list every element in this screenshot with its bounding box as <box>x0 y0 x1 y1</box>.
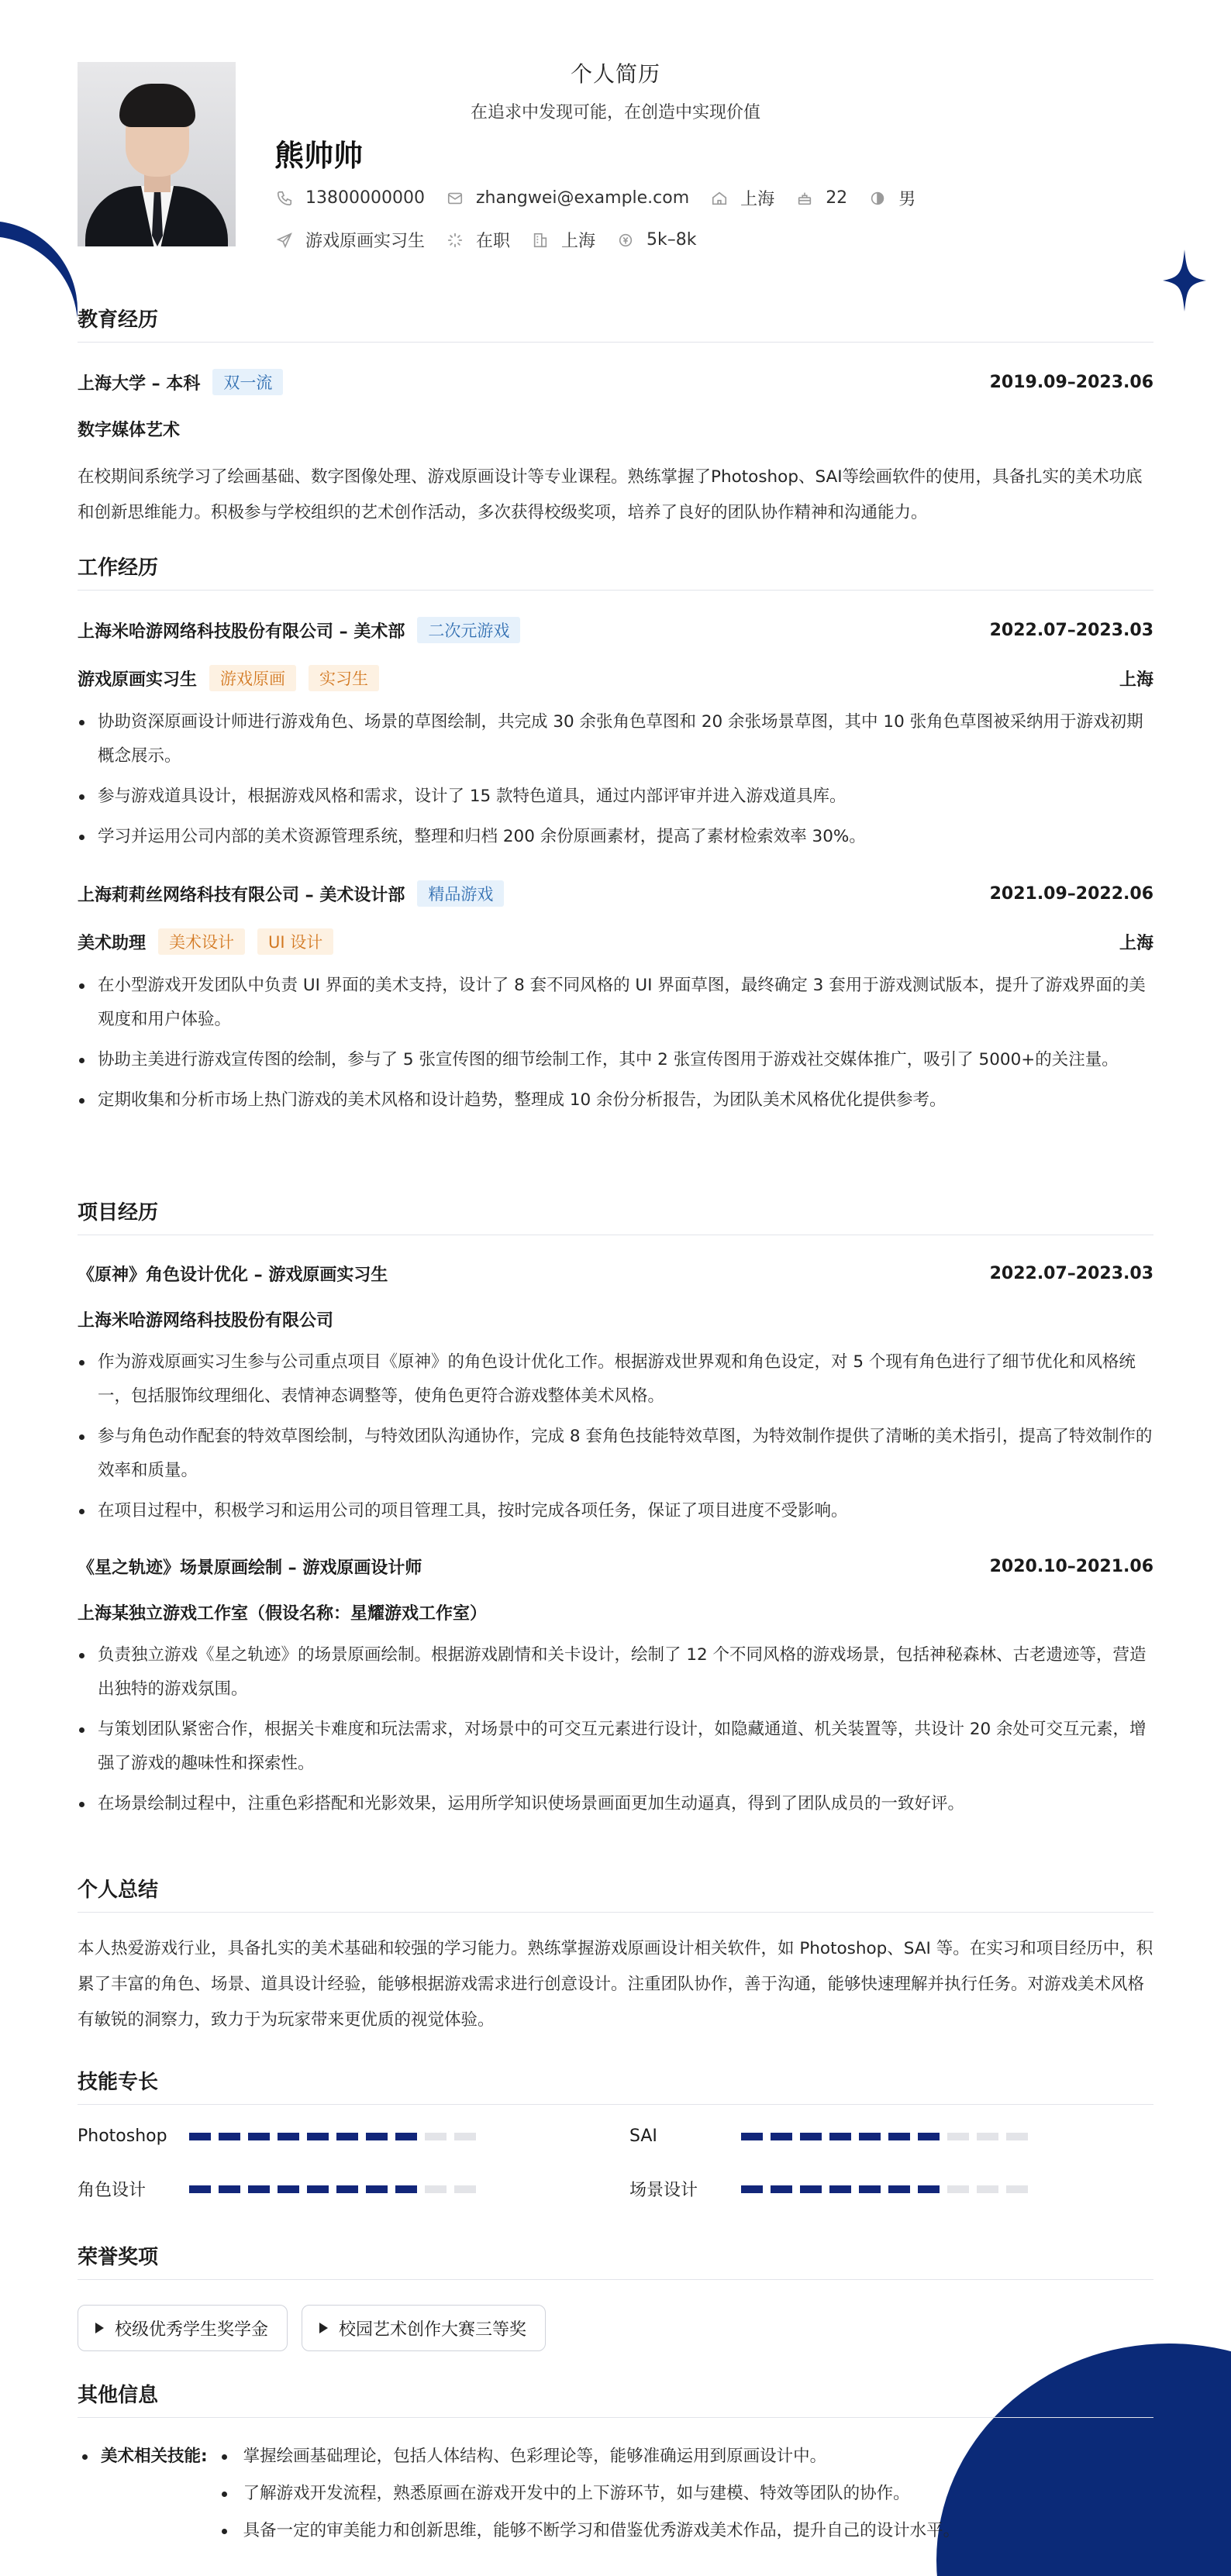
project-entry-head <box>78 1262 1153 1286</box>
list-item: 在项目过程中，积极学习和运用公司的项目管理工具，按时完成各项任务，保证了项目进度不受影响。 <box>78 1494 1153 1528</box>
section-title: 荣誉奖项 <box>78 2241 1153 2280</box>
section-title: 项目经历 <box>78 1197 1153 1235</box>
work-entry <box>78 880 1153 1118</box>
school-tag: 双一流 <box>212 369 283 395</box>
building-icon <box>532 232 549 249</box>
work-entry <box>78 617 1153 854</box>
status-text: 在职 <box>476 232 511 251</box>
skill-segment-filled <box>800 2185 822 2193</box>
resume-page <box>78 0 1153 2540</box>
skill-item <box>629 2127 1153 2146</box>
play-icon <box>319 2323 328 2333</box>
phone-info <box>276 188 425 208</box>
other-section <box>78 2379 1153 2550</box>
skills-grid <box>78 2127 1153 2201</box>
loading-icon <box>447 232 464 249</box>
list-item: 定期收集和分析市场上热门游戏的美术风格和设计趋势，整理成 10 余份分析报告，为团队美术风格优化提供参考。 <box>78 1083 1153 1118</box>
work-role-row <box>78 928 1153 955</box>
email-info <box>447 188 689 208</box>
skill-segment-filled <box>741 2185 763 2193</box>
skill-level-bar <box>741 2185 1036 2193</box>
list-item: 参与角色动作配套的特效草图绘制，与特效团队沟通协作，完成 8 套角色技能特效草图，为特效制作提供了清晰的美术指引，提高了特效制作的效率和质量。 <box>78 1420 1153 1488</box>
role-title: 美术助理 <box>78 933 147 953</box>
skill-segment-filled <box>366 2185 388 2193</box>
salary-info <box>617 230 696 250</box>
skill-segment-filled <box>771 2133 792 2140</box>
skill-segment-filled <box>278 2185 299 2193</box>
skill-segment-empty <box>947 2133 969 2140</box>
role-tag: UI 设计 <box>257 928 333 955</box>
job-intent-text: 游戏原画实习生 <box>305 232 426 251</box>
list-item: 在小型游戏开发团队中负责 UI 界面的美术支持，设计了 8 套不同风格的 UI 界面草图，最终确定 3 套用于游戏测试版本，提升了游戏界面的美观度和用户体验。 <box>78 969 1153 1037</box>
skill-segment-empty <box>454 2133 476 2140</box>
gender-icon <box>869 190 886 207</box>
age-info <box>796 188 847 208</box>
phone-icon <box>276 190 293 207</box>
skill-segment-filled <box>859 2133 881 2140</box>
work-bullets <box>78 705 1153 854</box>
role-tag: 游戏原画 <box>209 665 296 691</box>
education-description: 在校期间系统学习了绘画基础、数字图像处理、游戏原画设计等专业课程。熟练掌握了Photoshop、SAI等绘画软件的使用，具备扎实的美术功底和创新思维能力。积极参与学校组织的艺术创作活动，多次获得校级奖项，培养了良好的团队协作精神和沟通能力。 <box>78 467 1143 522</box>
work-location: 上海 <box>1119 670 1153 690</box>
company-tag: 二次元游戏 <box>417 617 520 643</box>
gender-text: 男 <box>898 190 916 209</box>
skill-segment-filled <box>829 2133 851 2140</box>
target-city-text: 上海 <box>561 232 596 251</box>
skill-name: Photoshop <box>78 2127 167 2146</box>
salary-text: 5k–8k <box>647 230 697 250</box>
skill-segment-empty <box>1006 2133 1028 2140</box>
skill-segment-filled <box>278 2133 299 2140</box>
project-date: 2022.07–2023.03 <box>989 1264 1153 1283</box>
project-name: 《原神》角色设计优化 – 游戏原画实习生 <box>78 1266 388 1285</box>
skill-segment-filled <box>219 2133 240 2140</box>
list-item: 作为游戏原画实习生参与公司重点项目《原神》的角色设计优化工作。根据游戏世界观和角色设定，对 5 个现有角色进行了细节优化和风格统一，包括服饰纹理细化、表情神态调整等，使角色更符合游戏整体美术风格。 <box>78 1345 1153 1414</box>
status-info <box>447 228 510 252</box>
list-item: 与策划团队紧密合作，根据关卡难度和玩法需求，对场景中的可交互元素进行设计，如隐藏通道、机关装置等，共设计 20 余处可交互元素，增强了游戏的趣味性和探索性。 <box>78 1713 1153 1781</box>
role-title: 游戏原画实习生 <box>78 670 198 690</box>
skill-name: SAI <box>629 2127 657 2146</box>
send-icon <box>276 232 293 249</box>
school-name: 上海大学 – 本科 <box>78 374 201 394</box>
other-label: 美术相关技能: <box>78 2438 208 2550</box>
work-location: 上海 <box>1119 933 1153 953</box>
list-item: 参与游戏道具设计，根据游戏风格和需求，设计了 15 款特色道具，通过内部评审并进入游戏道具库。 <box>78 780 1153 814</box>
city-text: 上海 <box>740 190 775 209</box>
skill-segment-filled <box>307 2185 329 2193</box>
contact-row <box>276 186 937 210</box>
section-title: 个人总结 <box>78 1874 1153 1913</box>
education-section <box>78 304 1153 531</box>
list-item: 了解游戏开发流程，熟悉原画在游戏开发中的上下游环节，如与建模、特效等团队的协作。 <box>217 2475 960 2512</box>
section-title: 技能专长 <box>78 2066 1153 2105</box>
page-title: 个人简历 <box>570 61 660 87</box>
skill-segment-empty <box>947 2185 969 2193</box>
list-item: 负责独立游戏《星之轨迹》的场景原画绘制。根据游戏剧情和关卡设计，绘制了 12 个不同风格的游戏场景，包括神秘森林、古老遗迹等，营造出独特的游戏氛围。 <box>78 1638 1153 1706</box>
skill-segment-filled <box>918 2185 940 2193</box>
skill-segment-filled <box>800 2133 822 2140</box>
gender-info <box>869 186 915 210</box>
honor-badge <box>302 2305 546 2351</box>
job-intent-row <box>276 228 719 252</box>
age-text: 22 <box>826 188 848 208</box>
skill-segment-filled <box>888 2133 910 2140</box>
work-date: 2022.07–2023.03 <box>989 620 1153 640</box>
skill-name: 角色设计 <box>78 2181 147 2200</box>
skill-segment-filled <box>741 2133 763 2140</box>
candidate-name: 熊帅帅 <box>274 139 364 173</box>
skill-name: 场景设计 <box>629 2181 698 2200</box>
summary-section <box>78 1874 1153 2038</box>
section-title: 教育经历 <box>78 304 1153 343</box>
work-entry-head <box>78 880 1153 907</box>
work-entry-head <box>78 617 1153 643</box>
skill-segment-empty <box>425 2133 447 2140</box>
education-date: 2019.09–2023.06 <box>989 372 1153 392</box>
other-list <box>217 2438 960 2550</box>
skill-segment-empty <box>977 2185 998 2193</box>
role-tag: 实习生 <box>309 665 379 691</box>
honor-label: 校园艺术创作大赛三等奖 <box>339 2319 527 2340</box>
skill-segment-filled <box>189 2133 211 2140</box>
honors-list <box>78 2305 1153 2351</box>
list-item: 具备一定的审美能力和创新思维，能够不断学习和借鉴优秀游戏美术作品，提升自己的设计水平。 <box>217 2512 960 2550</box>
phone-text[interactable]: 13800000000 <box>305 188 425 208</box>
skill-segment-empty <box>425 2185 447 2193</box>
project-entry-head <box>78 1555 1153 1579</box>
major: 数字媒体艺术 <box>78 421 181 440</box>
resume-header <box>78 0 1153 310</box>
education-entry-head <box>78 369 1153 395</box>
skill-segment-filled <box>829 2185 851 2193</box>
skill-item <box>629 2177 1153 2201</box>
mail-icon <box>447 190 464 207</box>
skill-segment-filled <box>336 2185 358 2193</box>
page-subtitle: 在追求中发现可能，在创造中实现价值 <box>470 103 760 122</box>
city-info <box>711 186 774 210</box>
skill-segment-empty <box>1006 2185 1028 2193</box>
skill-level-bar <box>189 2185 484 2193</box>
project-bullets <box>78 1345 1153 1528</box>
skill-segment-filled <box>219 2185 240 2193</box>
skill-segment-filled <box>918 2133 940 2140</box>
skill-segment-filled <box>307 2133 329 2140</box>
list-item: 协助主美进行游戏宣传图的绘制，参与了 5 张宣传图的细节绘制工作，其中 2 张宣传图用于游戏社交媒体推广，吸引了 5000+的关注量。 <box>78 1043 1153 1077</box>
work-date: 2021.09–2022.06 <box>989 883 1153 904</box>
project-org: 上海某独立游戏工作室（假设名称：星耀游戏工作室） <box>78 1604 488 1624</box>
project-org: 上海米哈游网络科技股份有限公司 <box>78 1311 334 1331</box>
target-city-info <box>532 228 595 252</box>
section-title: 工作经历 <box>78 552 1153 591</box>
play-icon <box>95 2323 104 2333</box>
skill-level-bar <box>741 2133 1036 2140</box>
honors-section <box>78 2241 1153 2351</box>
skill-segment-filled <box>336 2133 358 2140</box>
summary-text: 本人热爱游戏行业，具备扎实的美术基础和较强的学习能力。熟练掌握游戏原画设计相关软件，如 Photoshop、SAI 等。在实习和项目经历中，积累了丰富的角色、场景、道具设计经验，能够根据游戏需求进行创意设计。注重团队协作，善于沟通，能够快速理解并执行任务。对游戏美术风格有敏锐的洞察力，致力于为玩家带来更优质的视觉体验。 <box>78 1939 1153 2030</box>
decorative-circle-mask <box>0 236 78 415</box>
avatar <box>78 62 236 246</box>
skill-item <box>78 2127 602 2146</box>
company-tag: 精品游戏 <box>417 880 504 907</box>
skill-item <box>78 2177 602 2201</box>
list-item: 掌握绘画基础理论，包括人体结构、色彩理论等，能够准确运用到原画设计中。 <box>217 2438 960 2475</box>
skill-segment-filled <box>366 2133 388 2140</box>
other-info <box>78 2438 1153 2550</box>
skill-segment-empty <box>454 2185 476 2193</box>
company-name: 上海米哈游网络科技股份有限公司 – 美术部 <box>78 622 405 642</box>
role-tag: 美术设计 <box>158 928 245 955</box>
job-info <box>276 228 425 252</box>
skill-segment-filled <box>248 2185 270 2193</box>
skill-segment-filled <box>248 2133 270 2140</box>
skill-segment-filled <box>859 2185 881 2193</box>
honor-label: 校级优秀学生奖学金 <box>115 2319 269 2340</box>
skill-segment-filled <box>771 2185 792 2193</box>
project-entry <box>78 1555 1153 1821</box>
coin-icon <box>617 232 634 249</box>
company-name: 上海莉莉丝网络科技有限公司 – 美术设计部 <box>78 885 405 905</box>
skill-segment-filled <box>888 2185 910 2193</box>
list-item: 协助资深原画设计师进行游戏角色、场景的草图绘制，共完成 30 余张角色草图和 20 余张场景草图，其中 10 张角色草图被采纳用于游戏初期概念展示。 <box>78 705 1153 773</box>
section-title: 其他信息 <box>78 2379 1153 2418</box>
email-text[interactable]: zhangwei@example.com <box>475 188 690 208</box>
skills-section <box>78 2066 1153 2201</box>
project-date: 2020.10–2021.06 <box>989 1557 1153 1576</box>
list-item: 学习并运用公司内部的美术资源管理系统，整理和归档 200 余份原画素材，提高了素材检索效率 30%。 <box>78 820 1153 854</box>
skill-segment-filled <box>189 2185 211 2193</box>
skill-level-bar <box>189 2133 484 2140</box>
cake-icon <box>796 190 813 207</box>
work-section <box>78 552 1153 1124</box>
project-name: 《星之轨迹》场景原画绘制 – 游戏原画设计师 <box>78 1558 422 1578</box>
project-bullets <box>78 1638 1153 1821</box>
skill-segment-filled <box>395 2185 417 2193</box>
skill-segment-filled <box>395 2133 417 2140</box>
skill-segment-empty <box>977 2133 998 2140</box>
work-role-row <box>78 665 1153 691</box>
list-item: 在场景绘制过程中，注重色彩搭配和光影效果，运用所学知识使场景画面更加生动逼真，得到了团队成员的一致好评。 <box>78 1787 1153 1821</box>
projects-section <box>78 1197 1153 1827</box>
home-icon <box>711 190 728 207</box>
honor-badge <box>78 2305 288 2351</box>
project-entry <box>78 1262 1153 1528</box>
work-bullets <box>78 969 1153 1118</box>
star-icon <box>1163 250 1206 312</box>
